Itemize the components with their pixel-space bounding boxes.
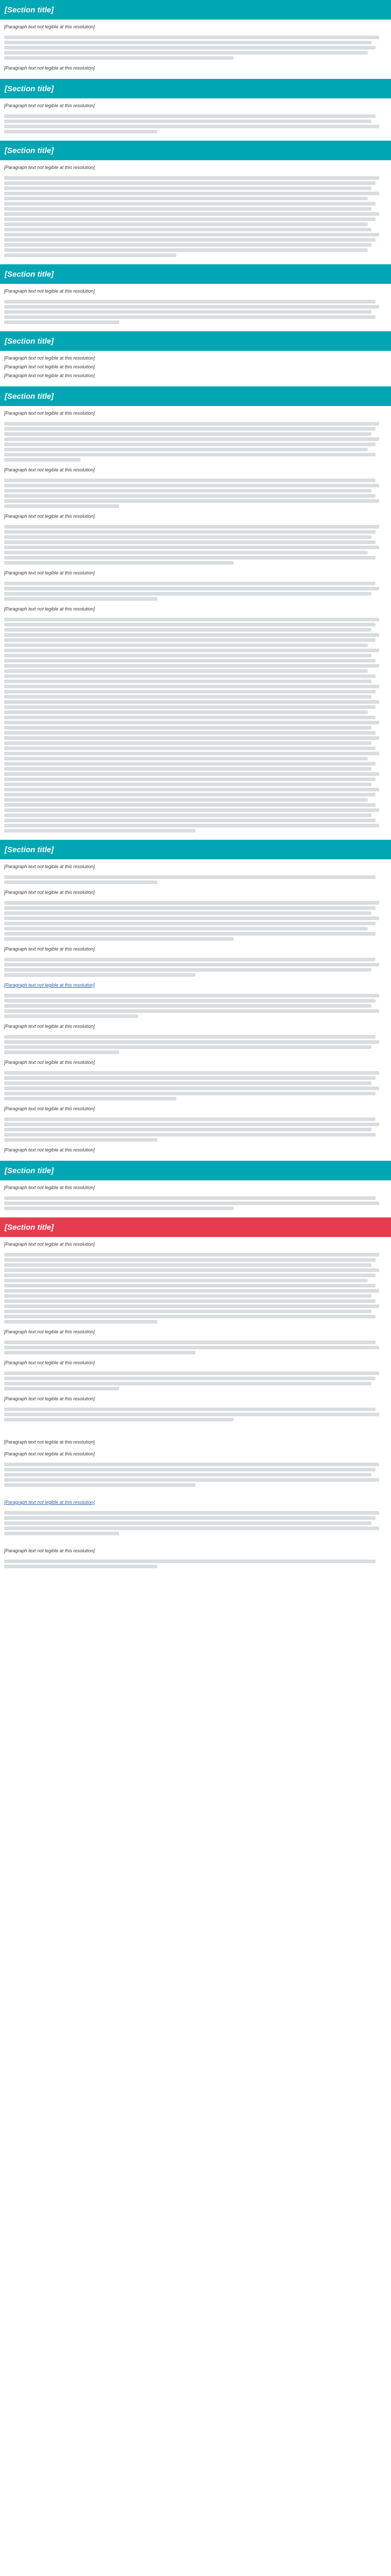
text-line — [4, 587, 379, 590]
paragraph: [Paragraph text not legible at this resolution] — [4, 1242, 95, 1247]
section-title-banner — [0, 264, 391, 284]
text-line — [4, 1040, 379, 1044]
text-line — [4, 1483, 196, 1487]
paragraph: [Paragraph text not legible at this resolution] — [4, 24, 95, 29]
paragraph: [Paragraph text not legible at this resolution] — [4, 606, 95, 612]
text-line — [4, 1138, 157, 1142]
text-line — [4, 499, 379, 503]
section-title: [Section title] — [5, 336, 54, 346]
text-block-placeholder — [4, 1371, 387, 1391]
text-block-placeholder — [4, 1117, 387, 1142]
spacer — [4, 1427, 387, 1439]
text-line — [4, 453, 376, 456]
text-line — [4, 1565, 157, 1568]
text-line — [4, 479, 376, 482]
text-line — [4, 125, 379, 128]
text-line — [4, 1117, 376, 1121]
section-title: [Section title] — [5, 84, 54, 93]
paragraph: [Paragraph text not legible at this resolution] — [4, 864, 95, 869]
text-line — [4, 649, 379, 652]
section-plus — [0, 331, 391, 379]
text-line — [4, 1418, 234, 1421]
section-formalites — [0, 840, 391, 1154]
text-line — [4, 1527, 379, 1530]
text-line — [4, 300, 376, 303]
text-line — [4, 710, 368, 714]
text-line — [4, 968, 371, 972]
text-block-placeholder — [4, 582, 387, 601]
text-line — [4, 437, 379, 441]
paragraph: [Paragraph text not legible at this resolution] — [4, 1439, 95, 1445]
text-block-placeholder — [4, 1253, 387, 1324]
text-block-placeholder — [4, 1035, 387, 1054]
text-line — [4, 824, 379, 827]
text-line — [4, 793, 376, 796]
text-block-placeholder — [4, 875, 387, 884]
text-block-placeholder — [4, 958, 387, 977]
text-line — [4, 1560, 376, 1563]
text-line — [4, 561, 234, 565]
section-chambres — [0, 264, 391, 324]
text-line — [4, 233, 379, 236]
text-block-placeholder — [4, 618, 387, 833]
text-line — [4, 999, 376, 1003]
section-title: [Section title] — [5, 5, 54, 14]
text-line — [4, 1253, 379, 1257]
paragraph: [Paragraph text not legible at this resolution] — [4, 103, 95, 108]
text-line — [4, 320, 119, 324]
text-block-placeholder — [4, 1560, 387, 1568]
text-line — [4, 592, 371, 596]
text-line — [4, 875, 376, 879]
text-line — [4, 808, 379, 812]
section-body — [0, 164, 391, 257]
text-line — [4, 1076, 376, 1080]
text-block-placeholder — [4, 422, 387, 462]
text-line — [4, 1516, 376, 1520]
text-line — [4, 922, 376, 925]
text-line — [4, 829, 196, 833]
section-sante — [0, 1161, 391, 1210]
text-block-placeholder — [4, 1196, 387, 1210]
text-line — [4, 932, 376, 936]
paragraph: [Paragraph text not legible at this resolution] — [4, 1396, 95, 1401]
text-line — [4, 747, 376, 750]
text-block-placeholder — [4, 525, 387, 565]
text-line — [4, 1045, 371, 1049]
text-line — [4, 427, 376, 431]
text-line — [4, 1320, 157, 1324]
text-line — [4, 1201, 379, 1205]
text-line — [4, 217, 376, 221]
text-line — [4, 752, 379, 755]
section-title: [Section title] — [5, 845, 54, 854]
text-block-placeholder — [4, 994, 387, 1018]
text-line — [4, 120, 371, 123]
section-title-banner — [0, 1161, 391, 1180]
section-body — [0, 288, 391, 324]
text-line — [4, 1263, 371, 1267]
text-line — [4, 937, 234, 941]
paragraph: [Paragraph text not legible at this resolution] — [4, 1106, 95, 1111]
text-line — [4, 51, 368, 55]
spacer — [4, 1540, 387, 1548]
text-line — [4, 228, 371, 231]
section-title-banner — [0, 1217, 391, 1237]
text-line — [4, 504, 119, 508]
text-line — [4, 1371, 379, 1375]
text-line — [4, 1274, 376, 1277]
text-line — [4, 814, 371, 817]
text-line — [4, 1473, 371, 1477]
paragraph: [Paragraph text not legible at this resolution] — [4, 1329, 95, 1334]
paragraph: [Paragraph text not legible at this resolution] — [4, 1024, 95, 1029]
text-line — [4, 192, 379, 195]
text-line — [4, 674, 376, 678]
text-line — [4, 788, 379, 791]
text-line — [4, 1310, 371, 1313]
paragraph: [Paragraph text not legible at this resolution] — [4, 65, 95, 71]
text-line — [4, 443, 376, 446]
paragraph: [Paragraph text not legible at this resolution] — [4, 165, 95, 170]
text-line — [4, 1087, 379, 1090]
section-body — [0, 1241, 391, 1568]
text-line — [4, 197, 368, 200]
section-title-banner — [0, 386, 391, 406]
text-line — [4, 458, 80, 462]
section-body — [0, 410, 391, 833]
text-line — [4, 535, 371, 539]
text-block-placeholder — [4, 1511, 387, 1535]
text-line — [4, 1035, 376, 1039]
text-line — [4, 530, 376, 534]
text-line — [4, 494, 376, 498]
text-line — [4, 1315, 376, 1318]
text-line — [4, 1468, 376, 1471]
section-title-banner — [0, 141, 391, 160]
text-line — [4, 248, 368, 252]
paragraph: [Paragraph text not legible at this resolution] — [4, 467, 95, 472]
text-block-placeholder — [4, 901, 387, 941]
text-line — [4, 618, 379, 621]
text-line — [4, 1294, 371, 1298]
text-line — [4, 41, 371, 44]
text-line — [4, 46, 376, 49]
text-line — [4, 1196, 376, 1200]
text-line — [4, 202, 376, 206]
section-title-banner — [0, 79, 391, 98]
text-line — [4, 772, 379, 776]
text-line — [4, 664, 379, 668]
text-line — [4, 1128, 371, 1131]
text-line — [4, 695, 371, 699]
text-block-placeholder — [4, 1408, 387, 1421]
paragraph: [Paragraph text not legible at this resolution] — [4, 1548, 95, 1553]
paragraph: [Paragraph text not legible at this resolution] — [4, 890, 95, 895]
text-line — [4, 628, 371, 632]
text-line — [4, 130, 157, 133]
section-title: [Section title] — [5, 146, 54, 155]
text-line — [4, 757, 368, 760]
section-cadre — [0, 79, 391, 133]
text-line — [4, 176, 379, 180]
paragraph: [Paragraph text not legible at this resolution] — [4, 514, 95, 519]
text-line — [4, 819, 376, 822]
text-line — [4, 680, 371, 683]
paragraph: [Paragraph text not legible at this resolution] — [4, 1185, 95, 1190]
text-block-placeholder — [4, 1071, 387, 1100]
text-line — [4, 551, 368, 554]
text-line — [4, 901, 379, 905]
text-block-placeholder — [4, 479, 387, 508]
text-line — [4, 777, 376, 781]
section-title-banner — [0, 331, 391, 351]
section-body — [0, 103, 391, 133]
section-title: [Section title] — [5, 269, 54, 279]
text-line — [4, 1463, 379, 1466]
text-line — [4, 690, 376, 693]
text-block-placeholder — [4, 1341, 387, 1354]
section-body — [0, 1184, 391, 1210]
text-line — [4, 803, 376, 807]
text-line — [4, 1092, 376, 1095]
text-line — [4, 243, 371, 247]
text-line — [4, 253, 176, 257]
section-hotel — [0, 141, 391, 257]
text-line — [4, 1207, 234, 1210]
text-line — [4, 741, 371, 745]
text-line — [4, 114, 376, 118]
paragraph: [Paragraph text not legible at this resolution] — [4, 373, 95, 378]
text-line — [4, 643, 368, 647]
text-line — [4, 973, 196, 977]
text-line — [4, 422, 379, 426]
text-line — [4, 659, 376, 663]
text-line — [4, 654, 371, 657]
text-block-placeholder — [4, 36, 387, 60]
text-line — [4, 633, 379, 637]
text-line — [4, 1346, 379, 1349]
text-line — [4, 432, 371, 436]
text-line — [4, 525, 379, 529]
text-line — [4, 736, 379, 740]
text-line — [4, 223, 368, 226]
text-line — [4, 56, 234, 60]
text-line — [4, 181, 376, 185]
section-environs — [0, 0, 391, 72]
section-title-banner — [0, 0, 391, 20]
text-line — [4, 556, 376, 560]
text-block-placeholder — [4, 176, 387, 257]
text-line — [4, 489, 371, 493]
text-line — [4, 546, 379, 549]
text-line — [4, 1050, 119, 1054]
section-title: [Section title] — [5, 1166, 54, 1175]
text-line — [4, 685, 379, 688]
text-line — [4, 911, 371, 915]
text-line — [4, 1123, 379, 1126]
text-line — [4, 1258, 376, 1262]
section-body — [0, 863, 391, 1154]
text-line — [4, 1382, 371, 1385]
paragraph: [Paragraph text not legible at this resolution] — [4, 1147, 95, 1153]
text-line — [4, 212, 379, 216]
text-line — [4, 1304, 379, 1308]
text-line — [4, 762, 376, 766]
section-services — [0, 386, 391, 833]
paragraph: [Paragraph text not legible at this resolution] — [4, 364, 95, 369]
text-line — [4, 638, 376, 642]
text-line — [4, 1377, 376, 1380]
text-line — [4, 1413, 379, 1416]
text-line — [4, 540, 376, 544]
text-line — [4, 1133, 376, 1137]
text-line — [4, 1351, 196, 1354]
text-line — [4, 623, 376, 626]
text-line — [4, 1299, 376, 1303]
text-line — [4, 484, 379, 487]
paragraph: [Paragraph text not legible at this resolution] — [4, 289, 95, 294]
text-line — [4, 906, 376, 910]
text-line — [4, 1004, 371, 1008]
section-body — [0, 24, 391, 72]
text-line — [4, 1279, 368, 1282]
text-line — [4, 305, 379, 309]
text-line — [4, 669, 368, 673]
section-title-banner — [0, 840, 391, 859]
text-block-placeholder — [4, 300, 387, 324]
text-line — [4, 315, 376, 319]
text-line — [4, 207, 371, 211]
paragraph: [Paragraph text not legible at this resolution] — [4, 982, 95, 988]
text-line — [4, 917, 379, 920]
text-line — [4, 716, 376, 719]
text-line — [4, 1268, 379, 1272]
text-line — [4, 1408, 376, 1411]
text-line — [4, 1097, 176, 1100]
text-line — [4, 783, 371, 786]
text-line — [4, 187, 371, 190]
text-line — [4, 310, 371, 314]
paragraph: [Paragraph text not legible at this resolution] — [4, 355, 95, 361]
text-line — [4, 1284, 376, 1287]
paragraph: [Paragraph text not legible at this resolution] — [4, 411, 95, 416]
text-line — [4, 705, 376, 709]
text-line — [4, 958, 376, 961]
text-line — [4, 880, 157, 884]
text-line — [4, 731, 376, 735]
text-line — [4, 994, 379, 997]
text-line — [4, 726, 371, 730]
text-line — [4, 1009, 379, 1013]
text-line — [4, 1521, 371, 1525]
text-line — [4, 448, 368, 451]
text-line — [4, 582, 376, 585]
text-line — [4, 1014, 138, 1018]
text-line — [4, 1289, 379, 1293]
spacer — [4, 1492, 387, 1499]
text-block-placeholder — [4, 1463, 387, 1487]
text-line — [4, 1341, 376, 1344]
text-line — [4, 767, 371, 771]
paragraph: [Paragraph text not legible at this resolution] — [4, 946, 95, 952]
section-title: [Section title] — [5, 1223, 54, 1232]
paragraph: [Paragraph text not legible at this resolution] — [4, 1060, 95, 1065]
text-line — [4, 238, 376, 242]
text-line — [4, 963, 379, 967]
text-line — [4, 1478, 379, 1482]
text-line — [4, 700, 379, 704]
text-line — [4, 1532, 119, 1535]
text-line — [4, 721, 379, 724]
section-attention — [0, 1217, 391, 1568]
text-line — [4, 927, 368, 930]
text-line — [4, 1387, 119, 1391]
paragraph: [Paragraph text not legible at this resolution] — [4, 1500, 95, 1505]
text-line — [4, 1071, 379, 1075]
paragraph: [Paragraph text not legible at this resolution] — [4, 570, 95, 575]
section-body — [0, 355, 391, 379]
section-title: [Section title] — [5, 392, 54, 401]
text-line — [4, 1511, 379, 1515]
text-line — [4, 597, 157, 601]
text-line — [4, 1081, 371, 1085]
paragraph: [Paragraph text not legible at this resolution] — [4, 1451, 95, 1456]
text-line — [4, 798, 368, 802]
text-block-placeholder — [4, 114, 387, 133]
paragraph: [Paragraph text not legible at this resolution] — [4, 1360, 95, 1365]
text-line — [4, 36, 379, 39]
